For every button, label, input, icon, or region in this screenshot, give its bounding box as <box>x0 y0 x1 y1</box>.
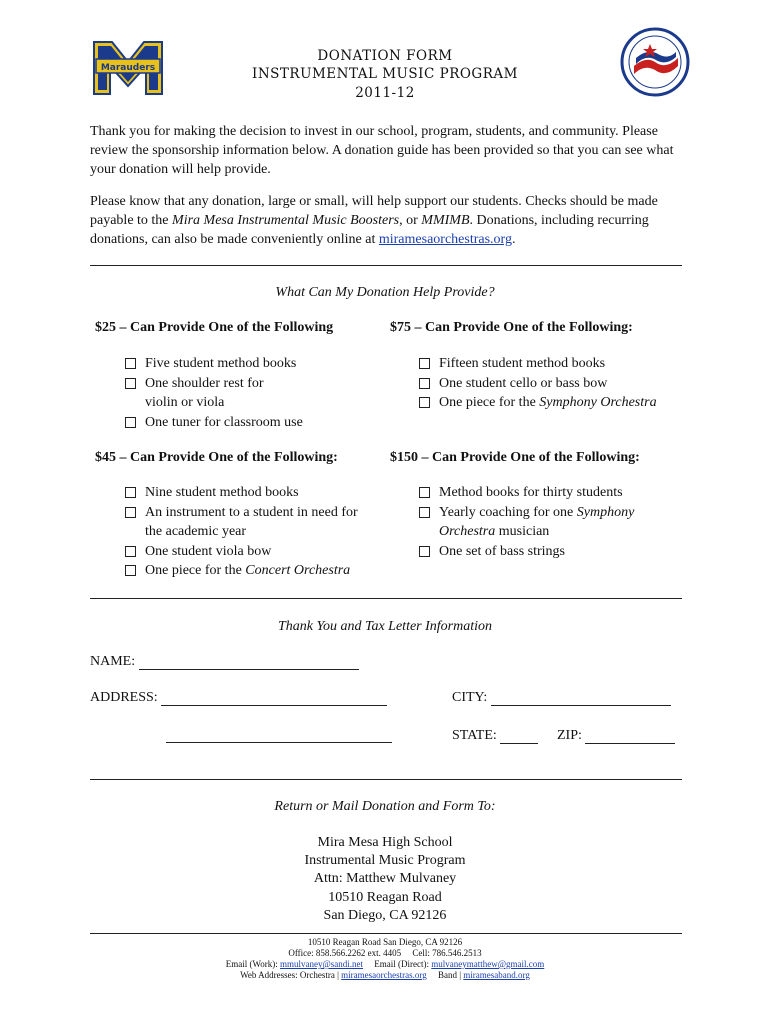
year-title: 2011-12 <box>355 85 415 101</box>
tier-25-title: $25 – Can Provide One of the Following <box>95 320 334 335</box>
list-item[interactable] <box>123 483 393 503</box>
checkbox[interactable] <box>419 507 430 518</box>
checkbox[interactable] <box>125 565 136 576</box>
checkbox[interactable] <box>419 487 430 498</box>
tier-25-list <box>123 354 373 432</box>
address-line: San Diego, CA 92126 <box>323 907 447 923</box>
tier-150-title: $150 – Can Provide One of the Following: <box>390 450 640 465</box>
city-field[interactable] <box>452 690 671 706</box>
item-label: One shoulder rest for <box>145 375 264 391</box>
boosters-name: Mira Mesa Instrumental Music Boosters <box>172 213 400 228</box>
divider <box>90 598 682 599</box>
item-label: violin or viola <box>145 395 225 410</box>
address-line: Instrumental Music Program <box>304 853 466 869</box>
boosters-abbr: MMIMB <box>421 213 470 228</box>
checkbox[interactable] <box>419 546 430 557</box>
intro-text: . Donations, including recurring donations, can also be made conveniently online at <box>90 213 649 247</box>
logo-text: Marauders <box>100 63 156 73</box>
item-label: Orchestra <box>439 524 496 539</box>
program-title: INSTRUMENTAL MUSIC PROGRAM <box>252 66 518 82</box>
item-label: Fifteen student method books <box>439 356 606 371</box>
city-label: CITY: <box>452 690 488 705</box>
divider <box>90 265 682 266</box>
name-label: NAME: <box>90 654 136 669</box>
checkbox[interactable] <box>125 417 136 428</box>
item-label: One student cello or bass bow <box>439 375 608 391</box>
footer-divider <box>90 933 682 934</box>
list-item[interactable] <box>417 393 687 413</box>
email-direct-link[interactable]: mulvaneymatthew@gmail.com <box>431 959 545 969</box>
footer-web <box>0 970 770 981</box>
name-field[interactable] <box>90 654 359 670</box>
address-line: Attn: Matthew Mulvaney <box>313 871 457 887</box>
email-direct-label: Email (Direct): <box>363 959 432 969</box>
item-label: One set of bass strings <box>439 543 565 559</box>
checkbox[interactable] <box>419 397 430 408</box>
footer-address: 10510 Reagan Road San Diego, CA 92126 <box>307 937 463 947</box>
divider <box>90 779 682 780</box>
web-label: Web Addresses: Orchestra | <box>240 970 342 980</box>
list-item[interactable] <box>123 503 393 542</box>
list-item[interactable] <box>123 413 373 433</box>
list-item[interactable] <box>417 354 687 374</box>
item-label: the academic year <box>145 524 247 539</box>
item-label: One student viola bow <box>145 543 272 559</box>
band-web-link[interactable]: miramesaband.org <box>463 970 530 980</box>
list-item[interactable] <box>123 561 393 581</box>
address-label: ADDRESS: <box>90 690 158 705</box>
email-work-label: Email (Work): <box>225 959 280 969</box>
item-label: One piece for the <box>145 563 246 578</box>
zip-field[interactable] <box>557 728 675 744</box>
item-label: One tuner for classroom use <box>145 414 303 430</box>
item-label: Method books for thirty students <box>439 485 623 500</box>
name-input-line[interactable] <box>139 655 359 670</box>
tier-75-list <box>417 354 687 413</box>
tier-45-title: $45 – Can Provide One of the Following: <box>95 450 338 465</box>
state-field[interactable] <box>452 728 538 744</box>
item-label: Five student method books <box>145 356 297 371</box>
orchestra-web-link[interactable]: miramesaorchestras.org <box>341 970 427 980</box>
footer-phone: Office: 858.566.2262 ext. 4405 Cell: 786.546.2513 <box>288 948 482 958</box>
help-heading: What Can My Donation Help Provide? <box>275 285 495 300</box>
list-item[interactable] <box>123 354 373 374</box>
checkbox[interactable] <box>125 546 136 557</box>
band-label: Band | <box>426 970 464 980</box>
footer <box>0 937 770 981</box>
item-label: Concert Orchestra <box>245 563 351 578</box>
intro-text: . <box>511 232 516 247</box>
zip-input-line[interactable] <box>585 729 675 744</box>
list-item[interactable] <box>123 542 393 562</box>
item-label: Symphony <box>576 504 635 520</box>
item-label: One piece for the <box>439 395 540 410</box>
city-input-line[interactable] <box>491 691 671 706</box>
address-field[interactable] <box>90 690 387 706</box>
state-input-line[interactable] <box>500 729 538 744</box>
email-work-link[interactable]: mmulvaney@sandi.net <box>279 959 364 969</box>
checkbox[interactable] <box>419 378 430 389</box>
item-label: musician <box>495 524 550 539</box>
footer-emails <box>0 959 770 970</box>
checkbox[interactable] <box>125 358 136 369</box>
state-label: STATE: <box>452 728 497 743</box>
zip-label: ZIP: <box>557 728 582 743</box>
intro-paragraph-1: Thank you for making the decision to invest in our school, program, students, and community. Please review the sponsorship information below. A donation guide has been provided so that you can see what your donation will help provide. <box>90 124 674 177</box>
address-input-line[interactable] <box>161 691 387 706</box>
list-item[interactable] <box>123 374 373 413</box>
item-label: An instrument to a student in need for <box>145 504 358 520</box>
return-heading: Return or Mail Donation and Form To: <box>274 799 496 814</box>
list-item[interactable] <box>417 483 687 503</box>
checkbox[interactable] <box>125 378 136 389</box>
address-line: Mira Mesa High School <box>317 835 453 850</box>
list-item[interactable] <box>417 542 687 562</box>
tier-150-list <box>417 483 687 561</box>
tier-75-title: $75 – Can Provide One of the Following: <box>390 320 633 335</box>
item-label: Symphony Orchestra <box>539 395 657 410</box>
checkbox[interactable] <box>419 358 430 369</box>
address-line: 10510 Reagan Road <box>328 889 442 905</box>
item-label: Yearly coaching for one <box>439 504 577 520</box>
tax-heading: Thank You and Tax Letter Information <box>277 619 493 634</box>
orchestra-website-link[interactable]: miramesaorchestras.org <box>378 232 512 247</box>
tier-45-list <box>123 483 393 581</box>
item-label: Nine student method books <box>145 485 299 500</box>
intro-text: , or <box>399 213 422 228</box>
checkbox[interactable] <box>125 487 136 498</box>
form-title: DONATION FORM <box>317 48 453 64</box>
address-line-2-input[interactable] <box>166 728 392 743</box>
list-item[interactable] <box>417 503 687 542</box>
list-item[interactable] <box>417 374 687 394</box>
checkbox[interactable] <box>125 507 136 518</box>
intro-text: Please know that any donation, large or small, will help support our students. Checks should be made payable to the <box>90 194 658 228</box>
intro-paragraph-2 <box>90 192 682 249</box>
mailing-address <box>0 834 770 925</box>
